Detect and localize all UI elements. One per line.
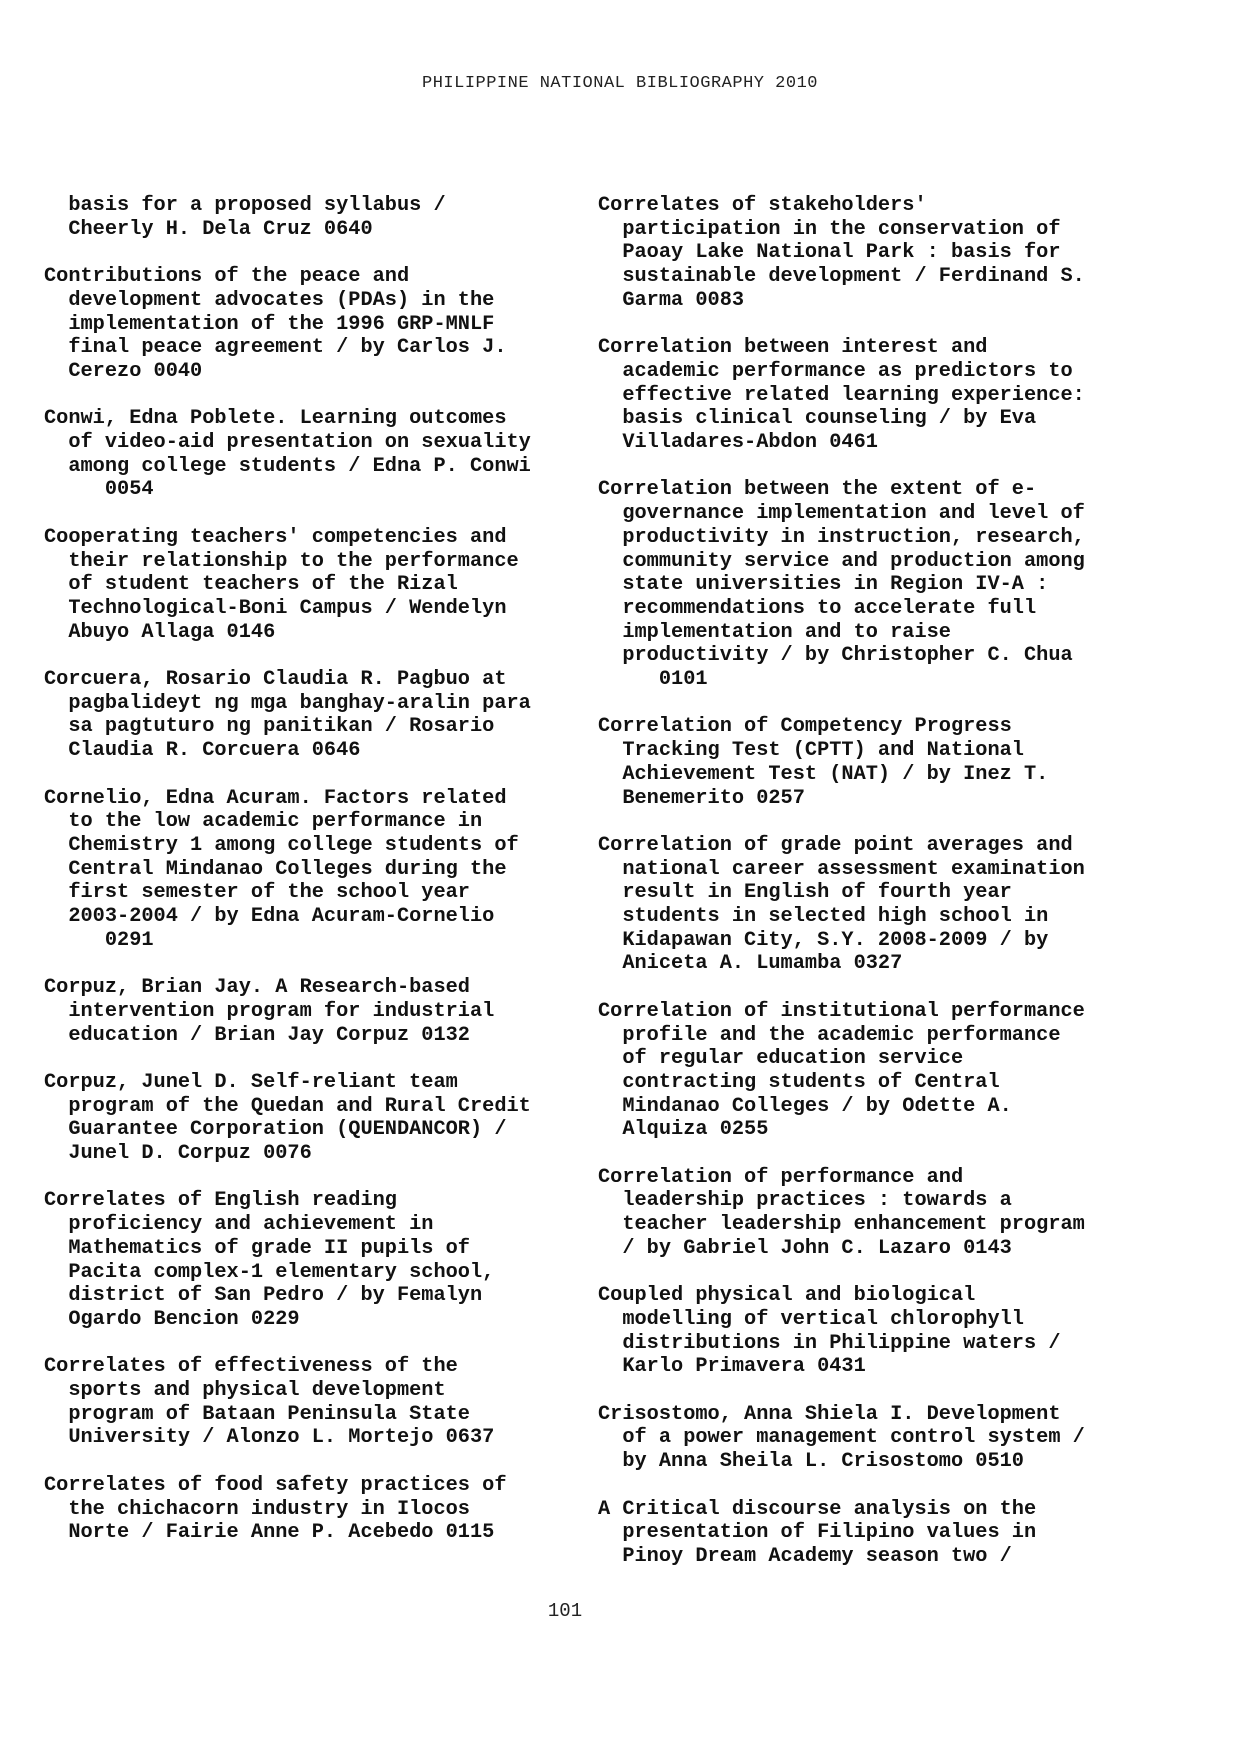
- entry-line: productivity in instruction, research,: [598, 525, 1085, 549]
- entry-line: Benemerito 0257: [598, 786, 805, 810]
- bibliography-entry: [598, 834, 1198, 976]
- page-number: 101: [547, 1600, 583, 1622]
- bibliography-entry: [44, 1474, 604, 1545]
- left-column: [44, 194, 604, 1569]
- entry-line: Coupled physical and biological: [598, 1284, 976, 1308]
- entry-line: pagbalideyt ng mga banghay-aralin para: [44, 691, 531, 715]
- entry-line: Karlo Primavera 0431: [598, 1355, 866, 1379]
- entry-line: profile and the academic performance: [598, 1023, 1061, 1047]
- entry-line: development advocates (PDAs) in the: [44, 288, 495, 312]
- entry-line: 0291: [44, 928, 154, 952]
- entry-line: basis for a proposed syllabus /: [44, 194, 446, 217]
- entry-line: productivity / by Christopher C. Chua: [598, 644, 1073, 668]
- entry-line: 0101: [598, 668, 708, 692]
- bibliography-entry: [44, 787, 604, 953]
- entry-line: Cornelio, Edna Acuram. Factors related: [44, 786, 507, 810]
- entry-line: University / Alonzo L. Mortejo 0637: [44, 1426, 495, 1450]
- entry-line: Corpuz, Junel D. Self-reliant team: [44, 1070, 458, 1094]
- entry-line: Corcuera, Rosario Claudia R. Pagbuo at: [44, 668, 507, 691]
- entry-line: Mathematics of grade II pupils of: [44, 1236, 470, 1260]
- entry-line: of student teachers of the Rizal: [44, 573, 458, 597]
- entry-line: Technological-Boni Campus / Wendelyn: [44, 596, 507, 620]
- bibliography-entry: [44, 668, 604, 763]
- bibliography-entry: [44, 194, 604, 241]
- entry-line: students in selected high school in: [598, 905, 1049, 929]
- entry-line: to the low academic performance in: [44, 810, 483, 834]
- entry-line: participation in the conservation of: [598, 217, 1061, 241]
- entry-line: Correlates of English reading: [44, 1189, 397, 1213]
- entry-line: among college students / Edna P. Conwi: [44, 454, 531, 478]
- entry-line: sustainable development / Ferdinand S.: [598, 265, 1085, 289]
- entry-line: basis clinical counseling / by Eva: [598, 407, 1037, 431]
- entry-line: Correlates of effectiveness of the: [44, 1355, 458, 1379]
- entry-line: Correlation of institutional performance: [598, 999, 1085, 1023]
- right-column: [598, 194, 1198, 1592]
- entry-line: Correlation of Competency Progress: [598, 715, 1012, 739]
- entry-line: leadership practices : towards a: [598, 1189, 1012, 1213]
- entry-line: distributions in Philippine waters /: [598, 1331, 1061, 1355]
- entry-line: contracting students of Central: [598, 1070, 1000, 1094]
- entry-line: Ogardo Bencion 0229: [44, 1307, 300, 1331]
- entry-line: Correlation between interest and: [598, 336, 988, 360]
- bibliography-entry: [44, 407, 604, 502]
- entry-line: effective related learning experience:: [598, 383, 1085, 407]
- entry-line: Corpuz, Brian Jay. A Research-based: [44, 976, 470, 1000]
- entry-line: academic performance as predictors to: [598, 359, 1073, 383]
- entry-line: state universities in Region IV-A :: [598, 573, 1049, 597]
- bibliography-entry: [598, 1498, 1198, 1569]
- bibliography-entry: [598, 478, 1198, 691]
- entry-line: teacher leadership enhancement program: [598, 1213, 1085, 1237]
- entry-line: of regular education service: [598, 1047, 964, 1071]
- entry-line: their relationship to the performance: [44, 549, 519, 573]
- entry-line: Conwi, Edna Poblete. Learning outcomes: [44, 407, 507, 431]
- bibliography-entry: [44, 1355, 604, 1450]
- entry-line: Chemistry 1 among college students of: [44, 833, 519, 857]
- entry-line: Garma 0083: [598, 288, 745, 312]
- entry-line: Correlates of stakeholders': [598, 194, 927, 217]
- entry-line: Villadares-Abdon 0461: [598, 431, 878, 455]
- entry-line: Crisostomo, Anna Shiela I. Development: [598, 1402, 1061, 1426]
- entry-line: Correlation between the extent of e-: [598, 478, 1037, 502]
- entry-line: Cheerly H. Dela Cruz 0640: [44, 217, 373, 241]
- entry-line: 0054: [44, 478, 154, 502]
- bibliography-entry: [598, 336, 1198, 455]
- entry-line: Central Mindanao Colleges during the: [44, 857, 507, 881]
- entry-line: Aniceta A. Lumamba 0327: [598, 952, 903, 976]
- entry-line: sa pagtuturo ng panitikan / Rosario: [44, 715, 495, 739]
- entry-line: Correlates of food safety practices of: [44, 1473, 507, 1497]
- entry-line: Junel D. Corpuz 0076: [44, 1142, 312, 1166]
- entry-line: by Anna Sheila L. Crisostomo 0510: [598, 1450, 1024, 1474]
- entry-line: Claudia R. Corcuera 0646: [44, 739, 361, 763]
- bibliography-entry: [598, 1284, 1198, 1379]
- entry-line: implementation of the 1996 GRP-MNLF: [44, 312, 495, 336]
- entry-line: Pinoy Dream Academy season two /: [598, 1544, 1012, 1568]
- entry-line: program of the Quedan and Rural Credit: [44, 1094, 531, 1118]
- entry-line: Cerezo 0040: [44, 359, 203, 383]
- bibliography-entry: [598, 715, 1198, 810]
- entry-line: of a power management control system /: [598, 1426, 1085, 1450]
- entry-line: presentation of Filipino values in: [598, 1521, 1037, 1545]
- bibliography-entry: [44, 1071, 604, 1166]
- entry-line: implementation and to raise: [598, 620, 951, 644]
- entry-line: proficiency and achievement in: [44, 1213, 434, 1237]
- entry-line: Guarantee Corporation (QUENDANCOR) /: [44, 1118, 507, 1142]
- entry-line: program of Bataan Peninsula State: [44, 1402, 470, 1426]
- bibliography-entry: [598, 1166, 1198, 1261]
- entry-line: sports and physical development: [44, 1379, 446, 1403]
- entry-line: of video-aid presentation on sexuality: [44, 431, 531, 454]
- entry-line: Cooperating teachers' competencies and: [44, 525, 507, 549]
- entry-line: community service and production among: [598, 549, 1085, 573]
- bibliography-entry: [598, 194, 1198, 313]
- entry-line: the chichacorn industry in Ilocos: [44, 1497, 470, 1521]
- entry-line: Pacita complex-1 elementary school,: [44, 1260, 495, 1284]
- entry-line: Abuyo Allaga 0146: [44, 620, 276, 644]
- entry-line: first semester of the school year: [44, 881, 470, 905]
- bibliography-entry: [598, 1403, 1198, 1474]
- entry-line: intervention program for industrial: [44, 999, 495, 1023]
- entry-line: national career assessment examination: [598, 857, 1085, 881]
- entry-line: Correlation of performance and: [598, 1165, 964, 1189]
- entry-line: district of San Pedro / by Femalyn: [44, 1284, 483, 1308]
- entry-line: Alquiza 0255: [598, 1118, 769, 1142]
- entry-line: result in English of fourth year: [598, 881, 1012, 905]
- running-header: PHILIPPINE NATIONAL BIBLIOGRAPHY 2010: [422, 74, 818, 93]
- entry-line: Achievement Test (NAT) / by Inez T.: [598, 762, 1049, 786]
- entry-line: Tracking Test (CPTT) and National: [598, 739, 1024, 763]
- entry-line: education / Brian Jay Corpuz 0132: [44, 1023, 470, 1047]
- entry-line: Paoay Lake National Park : basis for: [598, 241, 1061, 265]
- entry-line: Norte / Fairie Anne P. Acebedo 0115: [44, 1521, 495, 1545]
- entry-line: modelling of vertical chlorophyll: [598, 1307, 1024, 1331]
- bibliography-entry: [44, 976, 604, 1047]
- bibliography-entry: [44, 1189, 604, 1331]
- bibliography-entry: [44, 526, 604, 645]
- entry-line: Contributions of the peace and: [44, 265, 410, 289]
- entry-line: Correlation of grade point averages and: [598, 833, 1073, 857]
- bibliography-entry: [598, 1000, 1198, 1142]
- entry-line: / by Gabriel John C. Lazaro 0143: [598, 1236, 1012, 1260]
- entry-line: A Critical discourse analysis on the: [598, 1497, 1037, 1521]
- bibliography-entry: [44, 265, 604, 384]
- entry-line: governance implementation and level of: [598, 502, 1085, 526]
- entry-line: Mindanao Colleges / by Odette A.: [598, 1094, 1012, 1118]
- entry-line: Kidapawan City, S.Y. 2008-2009 / by: [598, 928, 1049, 952]
- entry-line: final peace agreement / by Carlos J.: [44, 336, 507, 360]
- entry-line: recommendations to accelerate full: [598, 596, 1037, 620]
- entry-line: 2003-2004 / by Edna Acuram-Cornelio: [44, 905, 495, 929]
